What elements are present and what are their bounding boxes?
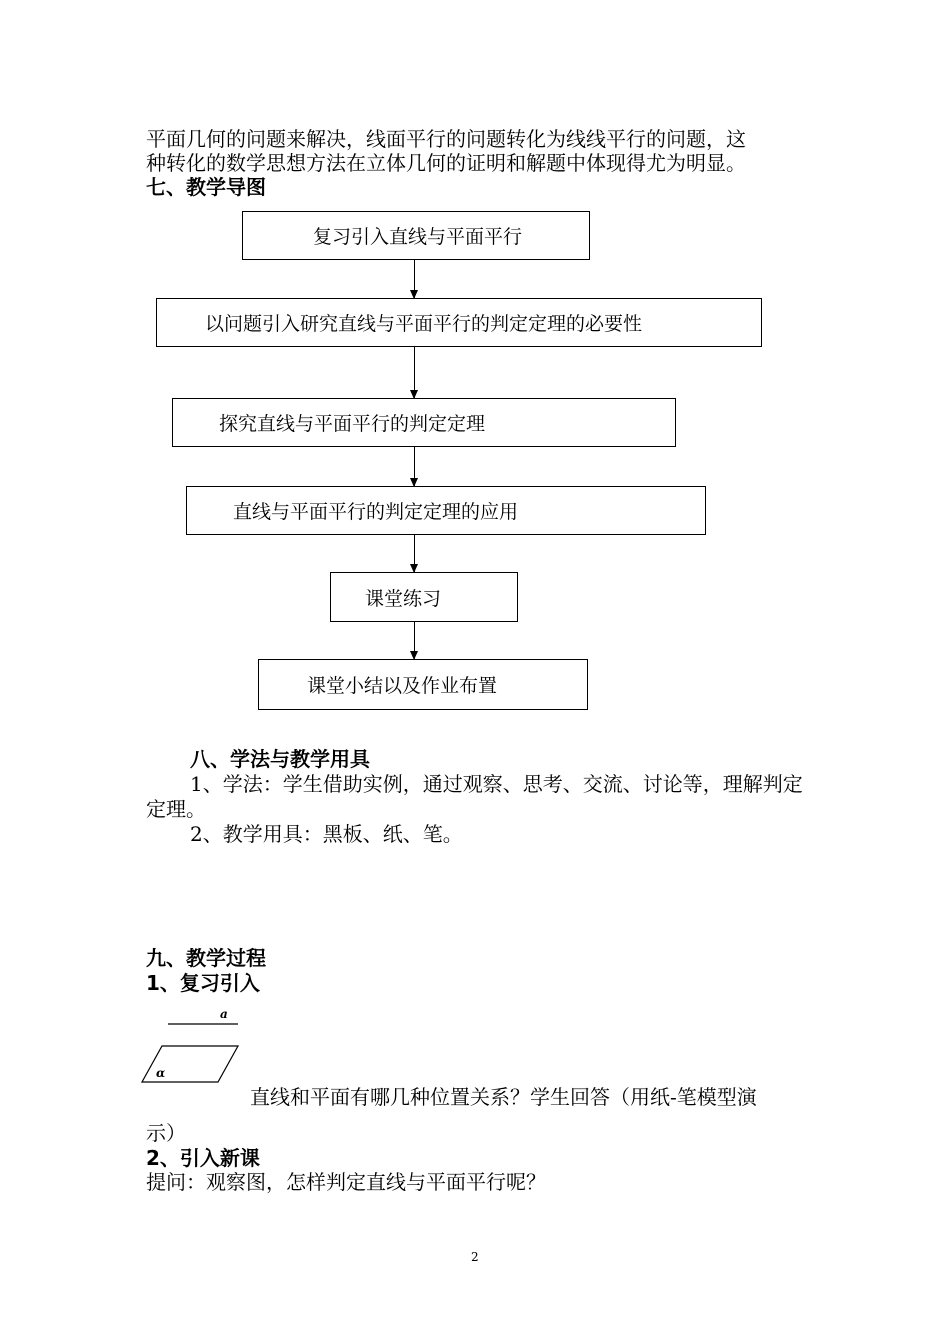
line-a-label: a — [220, 1007, 228, 1021]
flow-step-1 — [242, 211, 590, 260]
flow-arrow-2 — [414, 347, 415, 398]
flow-step-5 — [330, 572, 518, 622]
flow-step-1-label: 复习引入直线与平面平行 — [313, 226, 523, 248]
flow-arrow-5 — [414, 622, 415, 659]
flow-step-2 — [156, 298, 762, 347]
flow-step-3 — [172, 398, 676, 447]
intro-line-2: 种转化的数学思想方法在立体几何的证明和解题中体现得尤为明显。 — [146, 151, 746, 175]
section-9-heading: 九、教学过程 — [146, 946, 266, 970]
flow-step-6-label: 课堂小结以及作业布置 — [307, 675, 498, 697]
flow-step-4 — [186, 486, 706, 535]
section-9-question-line-2: 示） — [146, 1121, 186, 1145]
flow-step-2-label: 以问题引入研究直线与平面平行的判定定理的必要性 — [205, 313, 643, 335]
flow-step-3-label: 探究直线与平面平行的判定定理 — [219, 413, 486, 435]
section-9-sub-1: 1、复习引入 — [146, 971, 260, 995]
section-9-question-line-1: 直线和平面有哪几种位置关系？学生回答（用纸-笔模型演 — [250, 1085, 757, 1109]
flow-arrow-4 — [414, 535, 415, 572]
page-number: 2 — [471, 1250, 479, 1264]
section-9-ask: 提问：观察图，怎样判定直线与平面平行呢？ — [146, 1170, 546, 1194]
line-plane-figure — [140, 1000, 250, 1090]
flow-arrow-1 — [414, 260, 415, 298]
section-8-item-2: 2、教学用具：黑板、纸、笔。 — [190, 822, 463, 846]
section-8-item-1-line-1: 1、学法：学生借助实例，通过观察、思考、交流、讨论等，理解判定 — [190, 772, 803, 796]
flow-arrow-3 — [414, 447, 415, 486]
intro-line-1: 平面几何的问题来解决，线面平行的问题转化为线线平行的问题，这 — [146, 127, 746, 151]
plane-alpha-label: α — [156, 1066, 166, 1080]
flow-step-5-label: 课堂练习 — [365, 587, 442, 610]
section-9-sub-2: 2、引入新课 — [146, 1146, 260, 1170]
section-8-item-1-line-2: 定理。 — [146, 797, 206, 821]
flow-step-4-label: 直线与平面平行的判定定理的应用 — [233, 501, 519, 523]
section-8-heading: 八、学法与教学用具 — [190, 747, 370, 771]
flow-step-6 — [258, 659, 588, 710]
section-7-heading: 七、教学导图 — [146, 175, 266, 199]
